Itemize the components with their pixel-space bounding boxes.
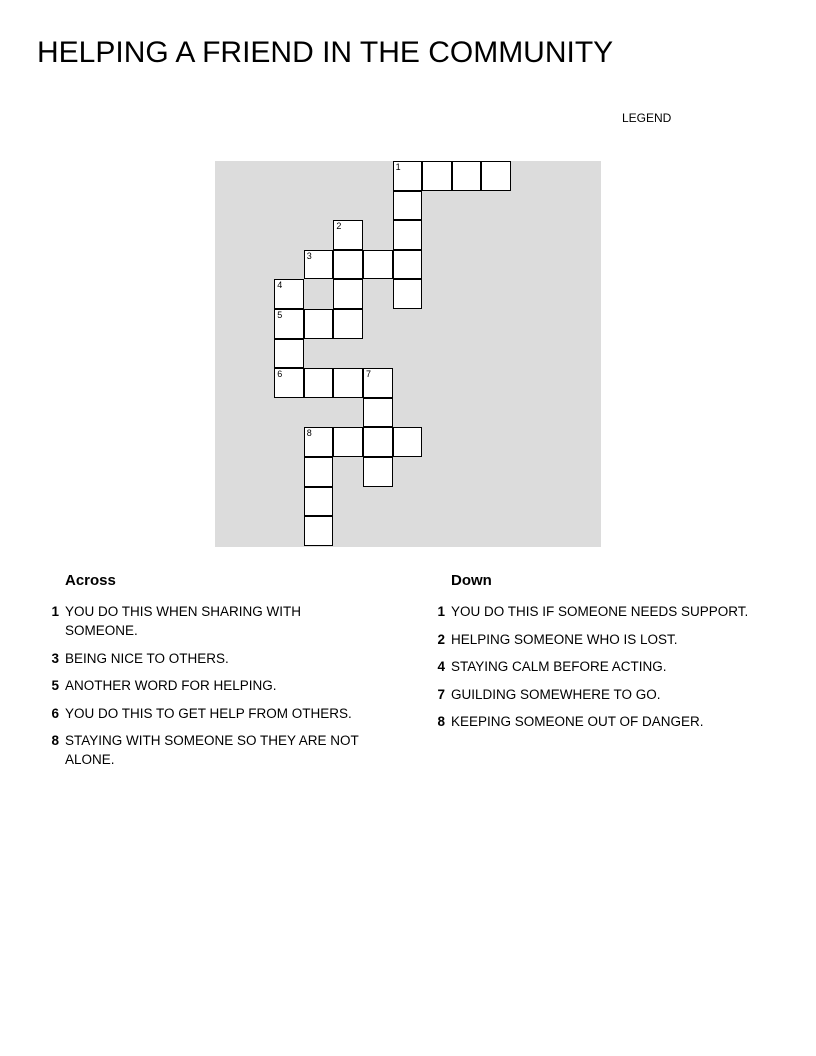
grid-cell[interactable] [452,161,482,191]
crossword-grid [215,161,601,547]
grid-cell[interactable] [304,309,334,339]
down-clue [423,712,773,731]
grid-cell[interactable] [274,279,304,309]
down-heading: Down [451,572,492,589]
grid-cell[interactable] [333,250,363,280]
clue-text: YOU DO THIS TO GET HELP FROM OTHERS. [65,705,352,721]
across-clue [37,676,377,695]
clue-text: GUILDING SOMEWHERE TO GO. [451,686,661,702]
grid-cell[interactable] [304,250,334,280]
grid-cell[interactable] [333,309,363,339]
grid-cell[interactable] [393,161,423,191]
grid-cell[interactable] [363,457,393,487]
clue-text: YOU DO THIS WHEN SHARING WITH SOMEONE. [65,604,302,638]
grid-cell[interactable] [422,161,452,191]
down-clue [423,685,773,704]
grid-cell[interactable] [363,368,393,398]
across-clue [37,731,377,769]
grid-cell[interactable] [481,161,511,191]
cell-number: 3 [306,250,312,261]
grid-cell[interactable] [304,457,334,487]
grid-cell[interactable] [363,250,393,280]
grid-cell[interactable] [274,309,304,339]
clue-text: ANOTHER WORD FOR HELPING. [65,678,277,693]
clue-number: 7 [437,686,445,702]
grid-cell[interactable] [333,368,363,398]
clue-text: KEEPING SOMEONE OUT OF DANGER. [451,714,704,729]
cell-number: 7 [366,369,372,380]
grid-cell[interactable] [304,487,334,517]
down-clue-list [423,602,773,740]
grid-cell[interactable] [304,516,334,546]
clue-number: 2 [437,631,445,647]
grid-cell[interactable] [393,191,423,221]
grid-cell[interactable] [304,368,334,398]
clue-text: BEING NICE TO OTHERS. [65,650,229,666]
clue-number: 4 [437,659,445,674]
cell-number: 5 [277,310,283,320]
grid-cell[interactable] [393,427,423,457]
clue-text: YOU DO THIS IF SOMEONE NEEDS SUPPORT. [451,604,749,619]
grid-cell[interactable] [333,427,363,457]
clue-number: 6 [51,705,59,721]
cell-number: 8 [306,428,312,439]
cell-number: 6 [277,369,283,380]
grid-cell[interactable] [274,368,304,398]
across-clue [37,704,377,723]
clue-text: STAYING WITH SOMEONE SO THEY ARE NOT ALONE. [65,733,359,767]
grid-cell[interactable] [363,427,393,457]
down-clue [423,630,773,649]
cell-number: 2 [336,221,342,232]
grid-cell[interactable] [333,220,363,250]
clue-text: STAYING CALM BEFORE ACTING. [451,659,667,674]
grid-cell[interactable] [304,427,334,457]
clue-number: 3 [51,650,59,666]
clue-number: 1 [51,604,59,619]
legend-label: LEGEND [622,111,672,125]
across-clue [37,649,377,668]
grid-cell[interactable] [393,250,423,280]
clue-number: 1 [437,604,445,619]
grid-cell[interactable] [333,279,363,309]
grid-cell[interactable] [363,398,393,428]
grid-cell[interactable] [274,339,304,369]
clue-number: 8 [437,714,445,729]
clue-number: 5 [51,678,59,693]
clue-text: HELPING SOMEONE WHO IS LOST. [451,631,678,647]
down-clue [423,602,773,621]
across-clue [37,602,377,640]
page-title: HELPING A FRIEND IN THE COMMUNITY [37,36,614,69]
cell-number: 1 [395,162,401,172]
grid-cell[interactable] [393,220,423,250]
clue-number: 8 [51,733,59,748]
grid-cell[interactable] [393,279,423,309]
down-clue [423,657,773,676]
across-clue-list [37,602,377,778]
cell-number: 4 [277,280,283,291]
across-heading: Across [65,572,116,589]
